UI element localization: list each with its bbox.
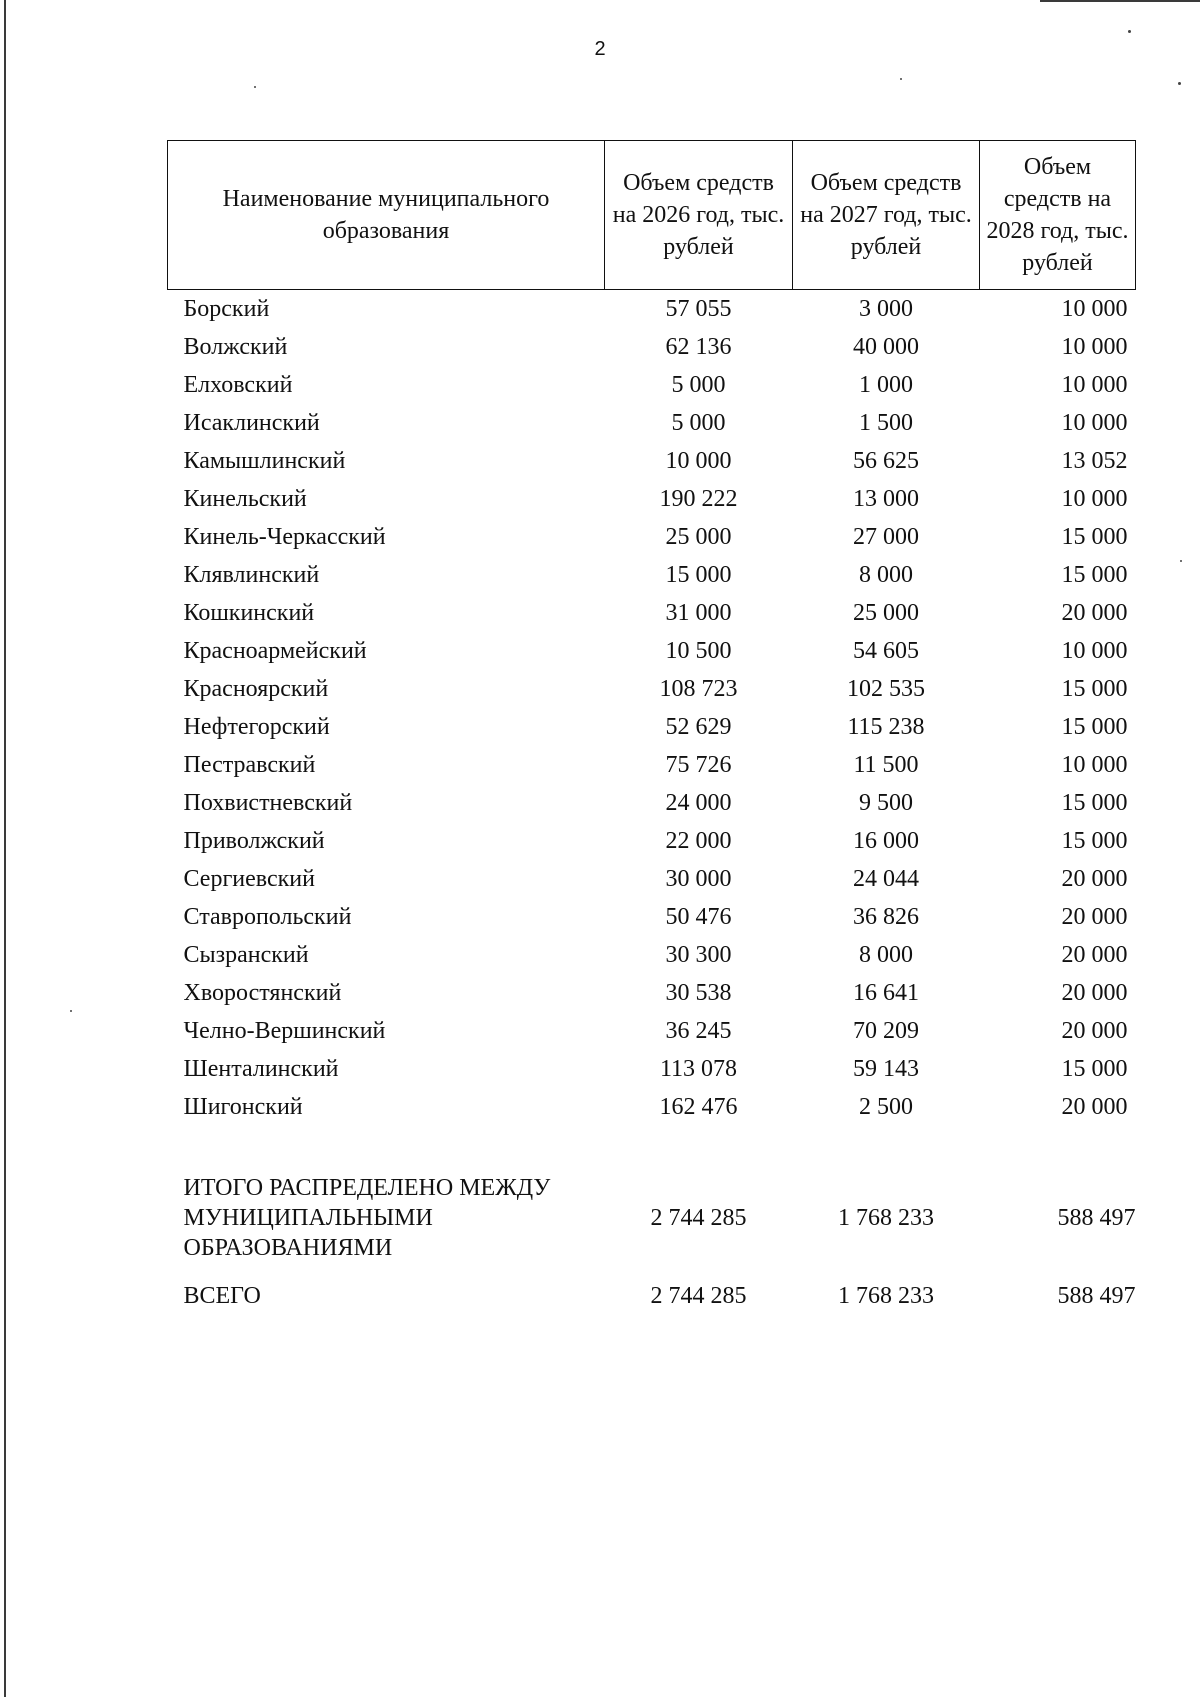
header-row	[168, 141, 1136, 290]
municipality-name: Челно-Вершинский	[183, 1017, 386, 1044]
value-2028: 588 497	[1057, 1282, 1136, 1309]
municipality-name: Приволжский	[183, 827, 325, 854]
allocation-table	[167, 140, 1136, 1318]
value-2026: 5 000	[671, 371, 726, 398]
value-2027: 56 625	[853, 447, 919, 474]
value-2027: 27 000	[853, 523, 919, 550]
value-2026: 22 000	[665, 827, 732, 854]
scan-speck	[1128, 30, 1131, 33]
value-2028: 10 000	[1061, 409, 1128, 436]
municipality-name: Клявлинский	[183, 561, 320, 588]
value-2027: 13 000	[853, 485, 919, 512]
municipality-name: Шенталинский	[183, 1055, 339, 1082]
scan-speck	[1178, 82, 1181, 85]
value-2028: 15 000	[1061, 561, 1128, 588]
value-2028: 10 000	[1061, 295, 1128, 322]
table-row	[168, 366, 1136, 404]
value-2027: 3 000	[859, 295, 913, 322]
municipality-name: ИТОГО РАСПРЕДЕЛЕНО МЕЖДУ МУНИЦИПАЛЬНЫМИ ОБРАЗОВАНИЯМИ	[183, 1175, 551, 1261]
table-row	[168, 404, 1136, 442]
value-2027: 70 209	[853, 1017, 919, 1044]
value-2028: 10 000	[1061, 485, 1128, 512]
table-row	[168, 290, 1136, 329]
value-2026: 190 222	[659, 485, 738, 512]
value-2026: 5 000	[671, 409, 726, 436]
table-row	[168, 860, 1136, 898]
value-2027: 8 000	[859, 561, 913, 588]
value-2028: 20 000	[1061, 903, 1128, 930]
value-2028: 20 000	[1061, 865, 1128, 892]
table-row	[168, 632, 1136, 670]
table-row	[168, 556, 1136, 594]
value-2028: 15 000	[1061, 789, 1128, 816]
value-2027: 102 535	[847, 675, 925, 702]
table-row	[168, 708, 1136, 746]
municipality-name: Пестравский	[183, 751, 316, 778]
value-2027: 9 500	[859, 789, 913, 816]
value-2027: 40 000	[853, 333, 919, 360]
municipality-name: Сызранский	[183, 941, 309, 968]
municipality-name: Волжский	[183, 333, 288, 360]
table-row	[168, 784, 1136, 822]
value-2026: 25 000	[665, 523, 732, 550]
table-row	[168, 822, 1136, 860]
spacer-row	[168, 1126, 1136, 1166]
value-2027: 54 605	[853, 637, 919, 664]
page-left-edge	[4, 0, 6, 1697]
page-top-edge	[1040, 0, 1200, 2]
municipality-name: Нефтегорский	[183, 713, 330, 740]
value-2028: 20 000	[1061, 979, 1128, 1006]
municipality-name: Сергиевский	[183, 865, 315, 892]
value-2027: 2 500	[859, 1093, 913, 1120]
value-2028: 20 000	[1061, 941, 1128, 968]
header-2026: Объем средств на 2026 год, тыс. рублей	[605, 141, 793, 290]
value-2026: 62 136	[665, 333, 732, 360]
municipality-name: Исаклинский	[183, 409, 320, 436]
value-2028: 10 000	[1061, 637, 1128, 664]
grand-total-row	[168, 1270, 1136, 1318]
value-2026: 2 744 285	[650, 1205, 747, 1231]
value-2027: 1 000	[859, 371, 913, 398]
value-2028: 13 052	[1061, 447, 1128, 474]
municipality-name: Борский	[183, 295, 270, 322]
header-municipality: Наименование муниципального образования	[168, 141, 605, 290]
value-2026: 108 723	[659, 675, 738, 702]
value-2028: 15 000	[1061, 1055, 1128, 1082]
value-2026: 10 000	[665, 447, 732, 474]
municipality-name: Елховский	[183, 371, 293, 398]
header-2027: Объем средств на 2027 год, тыс. рублей	[793, 141, 980, 290]
value-2027: 59 143	[853, 1055, 919, 1082]
value-2028: 15 000	[1061, 523, 1128, 550]
value-2026: 31 000	[665, 599, 732, 626]
value-2026: 162 476	[659, 1093, 738, 1120]
table-header	[168, 141, 1136, 290]
table-row	[168, 898, 1136, 936]
municipality-name: Похвистневский	[183, 789, 353, 816]
municipality-name: Красноярский	[183, 675, 329, 702]
scan-speck	[1180, 560, 1182, 562]
table-row	[168, 746, 1136, 784]
value-2027: 1 768 233	[838, 1205, 934, 1231]
table-row	[168, 936, 1136, 974]
value-2027: 16 000	[853, 827, 919, 854]
value-2026: 30 538	[665, 979, 732, 1006]
table-row	[168, 328, 1136, 366]
value-2028: 15 000	[1061, 713, 1128, 740]
municipality-name: Ставропольский	[183, 903, 352, 930]
value-2026: 113 078	[659, 1055, 738, 1082]
table-row	[168, 594, 1136, 632]
value-2027: 115 238	[847, 713, 925, 740]
value-2027: 24 044	[853, 865, 919, 892]
total-distributed-row	[168, 1166, 1136, 1270]
value-2026: 57 055	[665, 295, 732, 322]
value-2026: 24 000	[665, 789, 732, 816]
value-2026: 75 726	[665, 751, 732, 778]
scan-speck	[254, 86, 256, 88]
table-row	[168, 1012, 1136, 1050]
value-2027: 1 500	[859, 409, 913, 436]
value-2028: 15 000	[1061, 827, 1128, 854]
municipality-name: Кошкинский	[183, 599, 315, 626]
value-2028: 20 000	[1061, 599, 1128, 626]
municipality-name: Красноармейский	[183, 637, 367, 664]
municipality-name: Камышлинский	[183, 447, 346, 474]
value-2027: 25 000	[853, 599, 919, 626]
scan-speck	[70, 1010, 72, 1012]
header-2028: Объем средств на 2028 год, тыс. рублей	[980, 141, 1136, 290]
municipality-name: Кинельский	[183, 485, 307, 512]
page-number: 2	[594, 38, 606, 60]
value-2026: 30 000	[665, 865, 732, 892]
scan-speck	[900, 78, 902, 80]
table-row	[168, 1088, 1136, 1126]
value-2026: 36 245	[665, 1017, 732, 1044]
table-row	[168, 670, 1136, 708]
value-2027: 36 826	[853, 903, 919, 930]
table-body	[168, 290, 1136, 1319]
value-2026: 15 000	[665, 561, 732, 588]
value-2028: 10 000	[1061, 751, 1128, 778]
municipality-name: Хворостянский	[183, 979, 342, 1006]
value-2028: 20 000	[1061, 1093, 1128, 1120]
table-row	[168, 480, 1136, 518]
value-2028: 15 000	[1061, 675, 1128, 702]
table-row	[168, 442, 1136, 480]
municipality-name: Шигонский	[183, 1093, 303, 1120]
value-2026: 30 300	[665, 941, 732, 968]
value-2028: 10 000	[1061, 333, 1128, 360]
value-2027: 16 641	[853, 979, 919, 1006]
value-2026: 2 744 285	[650, 1282, 747, 1309]
value-2028: 20 000	[1061, 1017, 1128, 1044]
value-2028: 588 497	[1057, 1205, 1136, 1231]
municipality-name: Кинель-Черкасский	[183, 523, 386, 550]
value-2027: 8 000	[859, 941, 913, 968]
value-2026: 10 500	[665, 637, 732, 664]
table-row	[168, 518, 1136, 556]
value-2026: 50 476	[665, 903, 732, 930]
value-2028: 10 000	[1061, 371, 1128, 398]
table-row	[168, 1050, 1136, 1088]
table-row	[168, 974, 1136, 1012]
allocation-table-container	[167, 140, 1135, 1318]
value-2027: 1 768 233	[838, 1282, 934, 1309]
value-2026: 52 629	[665, 713, 732, 740]
value-2027: 11 500	[853, 751, 919, 778]
municipality-name: ВСЕГО	[183, 1282, 261, 1309]
